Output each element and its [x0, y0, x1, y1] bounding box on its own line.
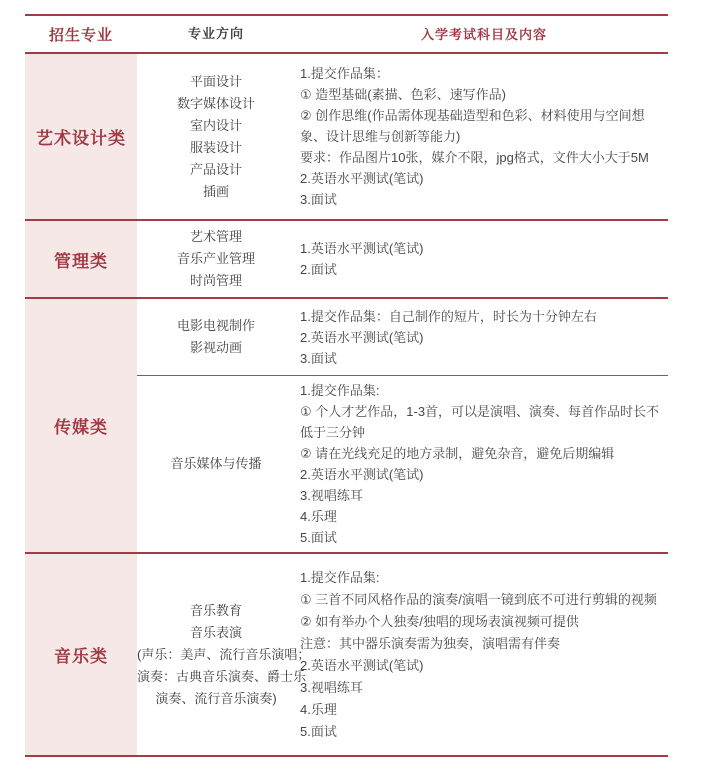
category-cell — [25, 221, 137, 297]
direction-line: 电影电视制作 — [176, 318, 255, 333]
content-line: 2.英语水平测试(笔试) — [300, 329, 424, 345]
direction-line: 影视动画 — [189, 340, 242, 355]
header-major-direction: 专业方向 — [187, 26, 244, 41]
direction-line: 演奏、流行音乐演奏) — [155, 690, 277, 706]
content-line: 1.提交作品集： — [300, 66, 389, 81]
direction-line: 平面设计 — [189, 73, 242, 89]
direction-line: 插画 — [202, 183, 229, 199]
content-line: ① 三首不同风格作品的演奏/演唱一镜到底不可进行剪辑的视频 — [300, 591, 657, 607]
direction-list — [137, 315, 295, 359]
content-line: 1.提交作品集: — [300, 569, 380, 585]
direction-line: 服装设计 — [189, 139, 242, 155]
content-line: 注意：其中器乐演奏需为独奏，演唱需有伴奏 — [300, 635, 561, 651]
direction-line: 音乐表演 — [189, 624, 242, 640]
exam-content — [295, 380, 668, 548]
direction-list — [137, 600, 311, 710]
subrow — [137, 221, 668, 297]
header-major-category: 招生专业 — [48, 26, 113, 44]
content-line: ② 请在光线充足的地方录制，避免杂音，避免后期编辑 — [300, 446, 615, 461]
category-cell — [25, 54, 137, 219]
direction-line: 数字媒体设计 — [176, 95, 255, 111]
direction-line: 音乐教育 — [189, 602, 242, 618]
content-line: ① 个人才艺作品，1-3首，可以是演唱、演奏、每首作品时长不 — [300, 404, 660, 419]
header-exam-subjects: 入学考试科目及内容 — [420, 26, 547, 42]
admissions-exam-table — [25, 14, 668, 757]
content-line: 象、设计思维与创新等能力) — [300, 129, 461, 144]
content-line: ① 造型基础(素描、色彩、速写作品) — [300, 87, 506, 102]
direction-line: (声乐：美声、流行音乐演唱； — [137, 646, 311, 662]
content-line: 2.英语水平测试(笔试) — [300, 467, 424, 482]
direction-line: 音乐产业管理 — [176, 251, 255, 266]
exam-content — [295, 238, 668, 280]
category-label: 艺术设计类 — [36, 129, 126, 148]
direction-line: 艺术管理 — [189, 229, 242, 244]
category-label: 管理类 — [54, 251, 108, 271]
category-cell — [25, 554, 137, 755]
content-line: 1.英语水平测试(笔试) — [300, 241, 424, 256]
category-row — [25, 552, 668, 755]
direction-line: 室内设计 — [189, 117, 242, 133]
content-line: 5.面试 — [300, 530, 337, 545]
exam-content — [295, 306, 668, 369]
content-line: 3.面试 — [300, 350, 337, 366]
content-line: 3.面试 — [300, 192, 337, 207]
category-row — [25, 219, 668, 297]
content-line: 1.提交作品集：自己制作的短片，时长为十分钟左右 — [300, 308, 597, 324]
category-subrows — [137, 299, 668, 552]
direction-list — [137, 71, 295, 203]
direction-line: 时尚管理 — [189, 273, 242, 288]
content-line: 2.面试 — [300, 262, 337, 277]
category-cell — [25, 299, 137, 552]
content-line: 要求：作品图片10张，媒介不限，jpg格式，文件大小大于5M — [300, 150, 649, 165]
category-subrows — [137, 554, 668, 755]
content-line: ② 如有举办个人独奏/独唱的现场表演视频可提供 — [300, 613, 579, 629]
direction-list — [137, 453, 295, 475]
content-line: 3.视唱练耳 — [300, 679, 363, 695]
content-line: 2.英语水平测试(笔试) — [300, 657, 424, 673]
content-line: 2.英语水平测试(笔试) — [300, 171, 424, 186]
content-line: 4.乐理 — [300, 509, 337, 524]
table-header-row — [25, 14, 668, 54]
table-body — [25, 54, 668, 757]
category-row — [25, 54, 668, 219]
content-line: 低于三分钟 — [300, 425, 366, 440]
subrow — [137, 54, 668, 219]
direction-list — [137, 226, 295, 292]
direction-line: 音乐媒体与传播 — [170, 456, 262, 471]
category-subrows — [137, 221, 668, 297]
category-label: 传媒类 — [54, 418, 108, 437]
direction-line: 产品设计 — [189, 161, 242, 177]
subrow — [137, 375, 668, 552]
exam-content — [295, 63, 668, 210]
content-line: 4.乐理 — [300, 701, 337, 717]
category-row — [25, 297, 668, 552]
category-subrows — [137, 54, 668, 219]
subrow — [137, 554, 668, 755]
direction-line: 演奏：古典音乐演奏、爵士乐 — [137, 668, 307, 684]
subrow — [137, 299, 668, 375]
content-line: ② 创作思维(作品需体现基础造型和色彩、材料使用与空间想 — [300, 108, 645, 123]
exam-content — [295, 567, 668, 743]
content-line: 5.面试 — [300, 723, 337, 739]
category-label: 音乐类 — [54, 647, 108, 666]
content-line: 1.提交作品集: — [300, 383, 380, 398]
content-line: 3.视唱练耳 — [300, 488, 363, 503]
